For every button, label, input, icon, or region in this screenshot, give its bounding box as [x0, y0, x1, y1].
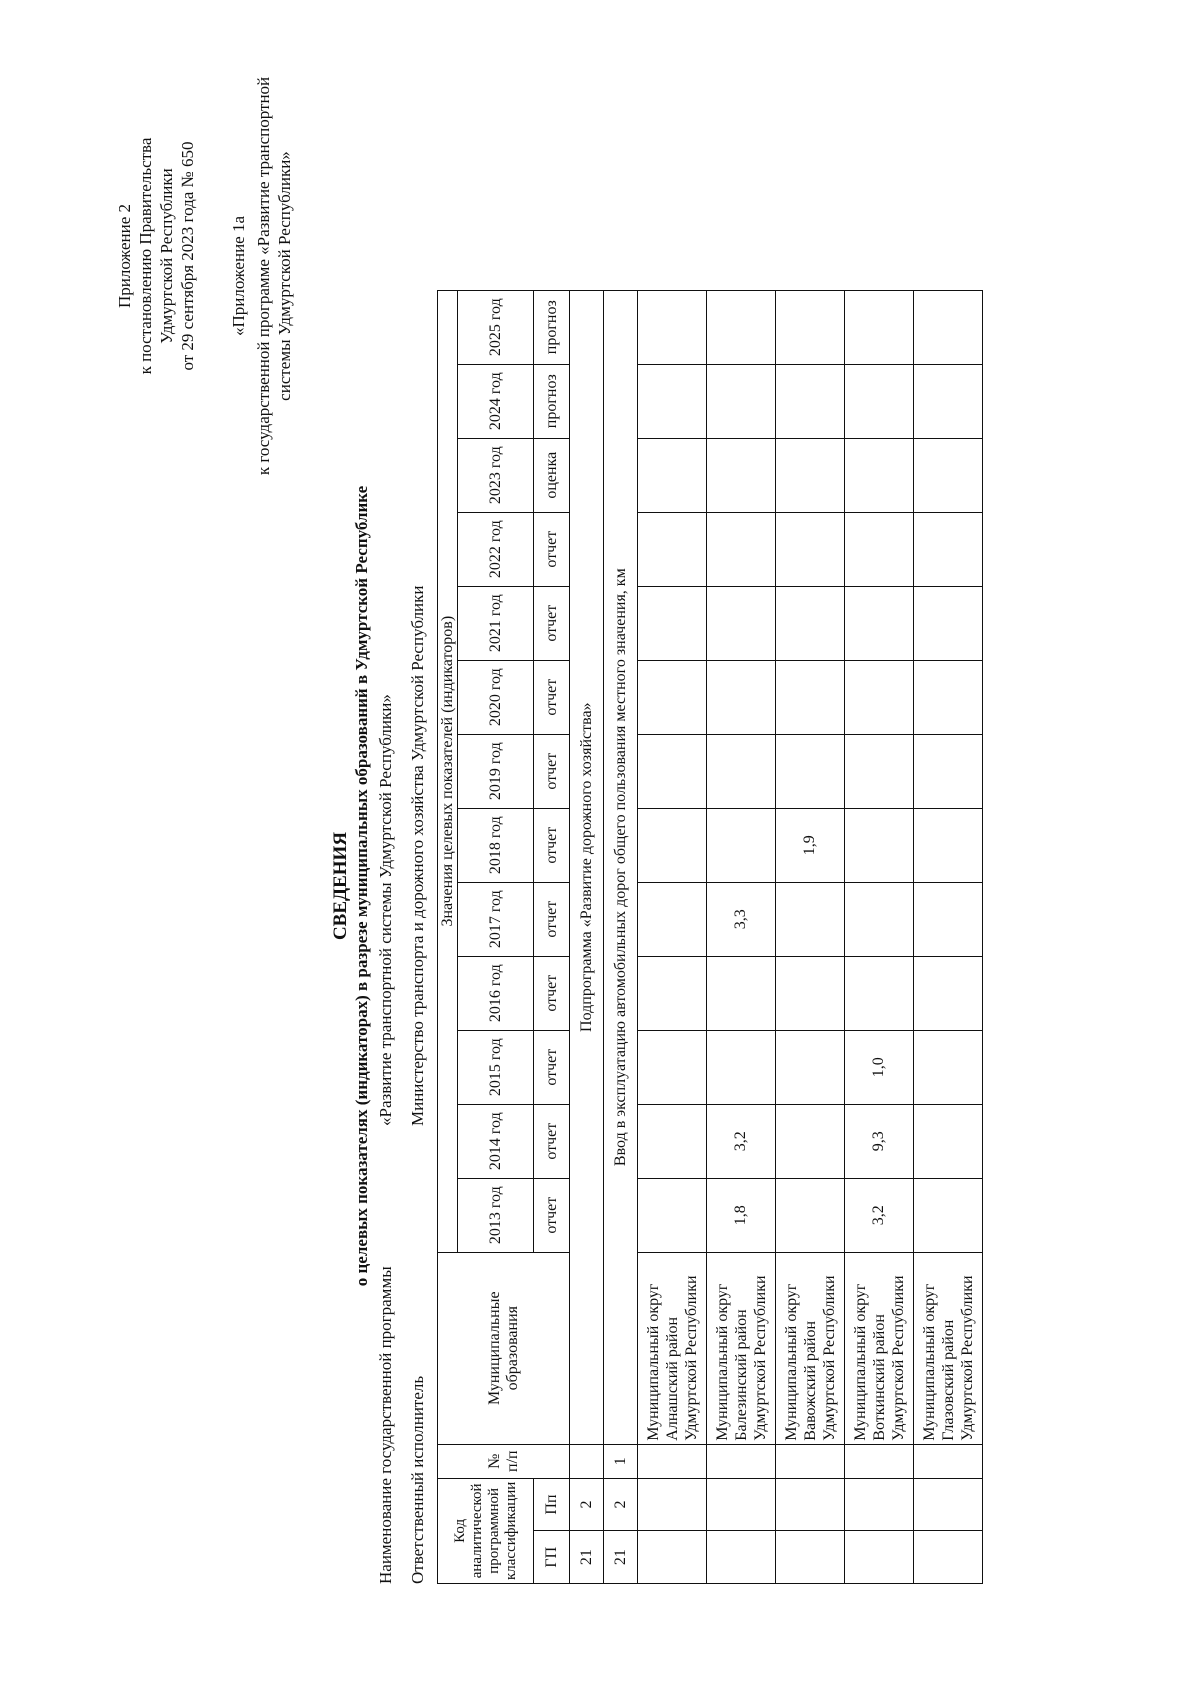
year-header: 2021 год [458, 586, 534, 660]
value-cell [776, 660, 845, 734]
value-cell [845, 290, 914, 364]
appendix-header [114, 86, 198, 426]
type-header: отчет [534, 1178, 570, 1252]
type-header: отчет [534, 808, 570, 882]
value-cell [638, 1030, 707, 1104]
value-cell [638, 512, 707, 586]
value-cell [776, 734, 845, 808]
value-cell [776, 1178, 845, 1252]
value-cell [845, 660, 914, 734]
value-cell [707, 364, 776, 438]
subprogram-gp: 21 [570, 1531, 604, 1584]
indicators-table [437, 290, 983, 1584]
value-cell [845, 734, 914, 808]
value-cell [638, 808, 707, 882]
indicator-pp: 2 [604, 1478, 638, 1531]
value-cell [776, 1030, 845, 1104]
page-title: СВЕДЕНИЯ [330, 831, 351, 941]
value-cell [638, 956, 707, 1030]
value-cell [776, 1104, 845, 1178]
table-row [845, 290, 914, 1583]
value-cell [845, 586, 914, 660]
appendix-line2: к постановлению Правительства [136, 137, 155, 375]
appendix-line4: от 29 сентября 2023 года № 650 [178, 141, 197, 371]
value-cell [638, 660, 707, 734]
value-cell [638, 882, 707, 956]
value-cell [845, 512, 914, 586]
value-cell [707, 660, 776, 734]
subprogram-pp: 2 [570, 1478, 604, 1531]
appendix-program-line2: к государственной программе «Развитие транспортной [254, 76, 273, 476]
value-cell [707, 586, 776, 660]
type-header: прогноз [534, 290, 570, 364]
page-subtitle: о целевых показателях (индикаторах) в разрезе муниципальных образований в Удмуртской Республике [352, 485, 371, 1287]
value-cell [638, 734, 707, 808]
value-cell [845, 808, 914, 882]
value-cell [638, 586, 707, 660]
value-cell: 1,0 [845, 1030, 914, 1104]
value-cell [638, 438, 707, 512]
year-header: 2024 год [458, 364, 534, 438]
year-header: 2018 год [458, 808, 534, 882]
year-header: 2014 год [458, 1104, 534, 1178]
subprogram-num [570, 1444, 604, 1478]
value-cell [776, 586, 845, 660]
indicator-gp: 21 [604, 1531, 638, 1584]
value-cell [914, 1104, 983, 1178]
value-cell [638, 364, 707, 438]
table-row [638, 290, 707, 1583]
year-header: 2023 год [458, 438, 534, 512]
indicator-num: 1 [604, 1444, 638, 1478]
value-cell [776, 512, 845, 586]
program-label: Наименование государственной программы [376, 1266, 395, 1584]
pp-header: Пп [534, 1478, 570, 1531]
value-cell [914, 290, 983, 364]
value-cell: 9,3 [845, 1104, 914, 1178]
value-cell [914, 1030, 983, 1104]
value-cell: 1,8 [707, 1178, 776, 1252]
year-header: 2016 год [458, 956, 534, 1030]
type-header: отчет [534, 956, 570, 1030]
type-header: отчет [534, 882, 570, 956]
value-cell [707, 512, 776, 586]
value-cell [707, 956, 776, 1030]
value-cell [776, 290, 845, 364]
appendix-program-header [228, 46, 295, 506]
value-cell: 3,2 [707, 1104, 776, 1178]
value-cell [914, 660, 983, 734]
year-header: 2015 год [458, 1030, 534, 1104]
year-header: 2013 год [458, 1178, 534, 1252]
appendix-line1: Приложение 2 [115, 204, 134, 308]
value-cell [845, 438, 914, 512]
num-header: № п/п [438, 1444, 570, 1478]
value-cell [776, 956, 845, 1030]
values-header: Значения целевых показателей (индикаторов) [438, 290, 458, 1252]
type-header: отчет [534, 586, 570, 660]
subprogram-title: Подпрограмма «Развитие дорожного хозяйства» [570, 290, 604, 1444]
year-header: 2025 год [458, 290, 534, 364]
mo-name: Муниципальный округ Воткинский район Удмуртской Республики [845, 1252, 914, 1444]
value-cell: 3,3 [707, 882, 776, 956]
year-header: 2020 год [458, 660, 534, 734]
subprogram-row [570, 290, 604, 1583]
type-header: отчет [534, 1104, 570, 1178]
value-cell [707, 1030, 776, 1104]
table-row [914, 290, 983, 1583]
value-cell [914, 882, 983, 956]
year-header: 2017 год [458, 882, 534, 956]
value-cell: 3,2 [845, 1178, 914, 1252]
appendix-program-line3: системы Удмуртской Республики» [275, 151, 294, 401]
header-row-1 [438, 290, 458, 1583]
executor-label: Ответственный исполнитель [408, 1375, 427, 1584]
year-header: 2022 год [458, 512, 534, 586]
value-cell [914, 512, 983, 586]
value-cell [914, 734, 983, 808]
value-cell [776, 438, 845, 512]
value-cell [638, 1104, 707, 1178]
value-cell [845, 882, 914, 956]
value-cell [638, 290, 707, 364]
appendix-program-line1: «Приложение 1а [229, 215, 248, 337]
mo-name: Муниципальный округ Глазовский район Удмуртской Республики [914, 1252, 983, 1444]
value-cell [776, 364, 845, 438]
value-cell [914, 438, 983, 512]
type-header: отчет [534, 512, 570, 586]
value-cell [845, 956, 914, 1030]
gp-header: ГП [534, 1531, 570, 1584]
value-cell [845, 364, 914, 438]
program-value: «Развитие транспортной системы Удмуртской Республики» [376, 694, 395, 1126]
indicator-row [604, 290, 638, 1583]
value-cell [914, 586, 983, 660]
code-header: Код аналитической программной классификации [438, 1478, 534, 1583]
mo-name: Муниципальный округ Алнашский район Удмуртской Республики [638, 1252, 707, 1444]
indicator-title: Ввод в эксплуатацию автомобильных дорог общего пользования местного значения, км [604, 290, 638, 1444]
mo-header: Муниципальные образования [438, 1252, 570, 1444]
appendix-line3: Удмуртской Республики [157, 168, 176, 344]
value-cell [638, 1178, 707, 1252]
value-cell [707, 290, 776, 364]
table-row [707, 290, 776, 1583]
mo-name: Муниципальный округ Балезинский район Удмуртской Республики [707, 1252, 776, 1444]
year-header: 2019 год [458, 734, 534, 808]
value-cell [707, 734, 776, 808]
value-cell [914, 1178, 983, 1252]
value-cell [914, 808, 983, 882]
mo-name: Муниципальный округ Вавожский район Удмуртской Республики [776, 1252, 845, 1444]
type-header: оценка [534, 438, 570, 512]
type-header: отчет [534, 734, 570, 808]
value-cell [707, 808, 776, 882]
value-cell [707, 438, 776, 512]
value-cell: 1,9 [776, 808, 845, 882]
value-cell [914, 956, 983, 1030]
value-cell [914, 364, 983, 438]
executor-value: Министерство транспорта и дорожного хозяйства Удмуртской Республики [408, 585, 427, 1126]
value-cell [776, 882, 845, 956]
table-row [776, 290, 845, 1583]
type-header: прогноз [534, 364, 570, 438]
type-header: отчет [534, 1030, 570, 1104]
type-header: отчет [534, 660, 570, 734]
